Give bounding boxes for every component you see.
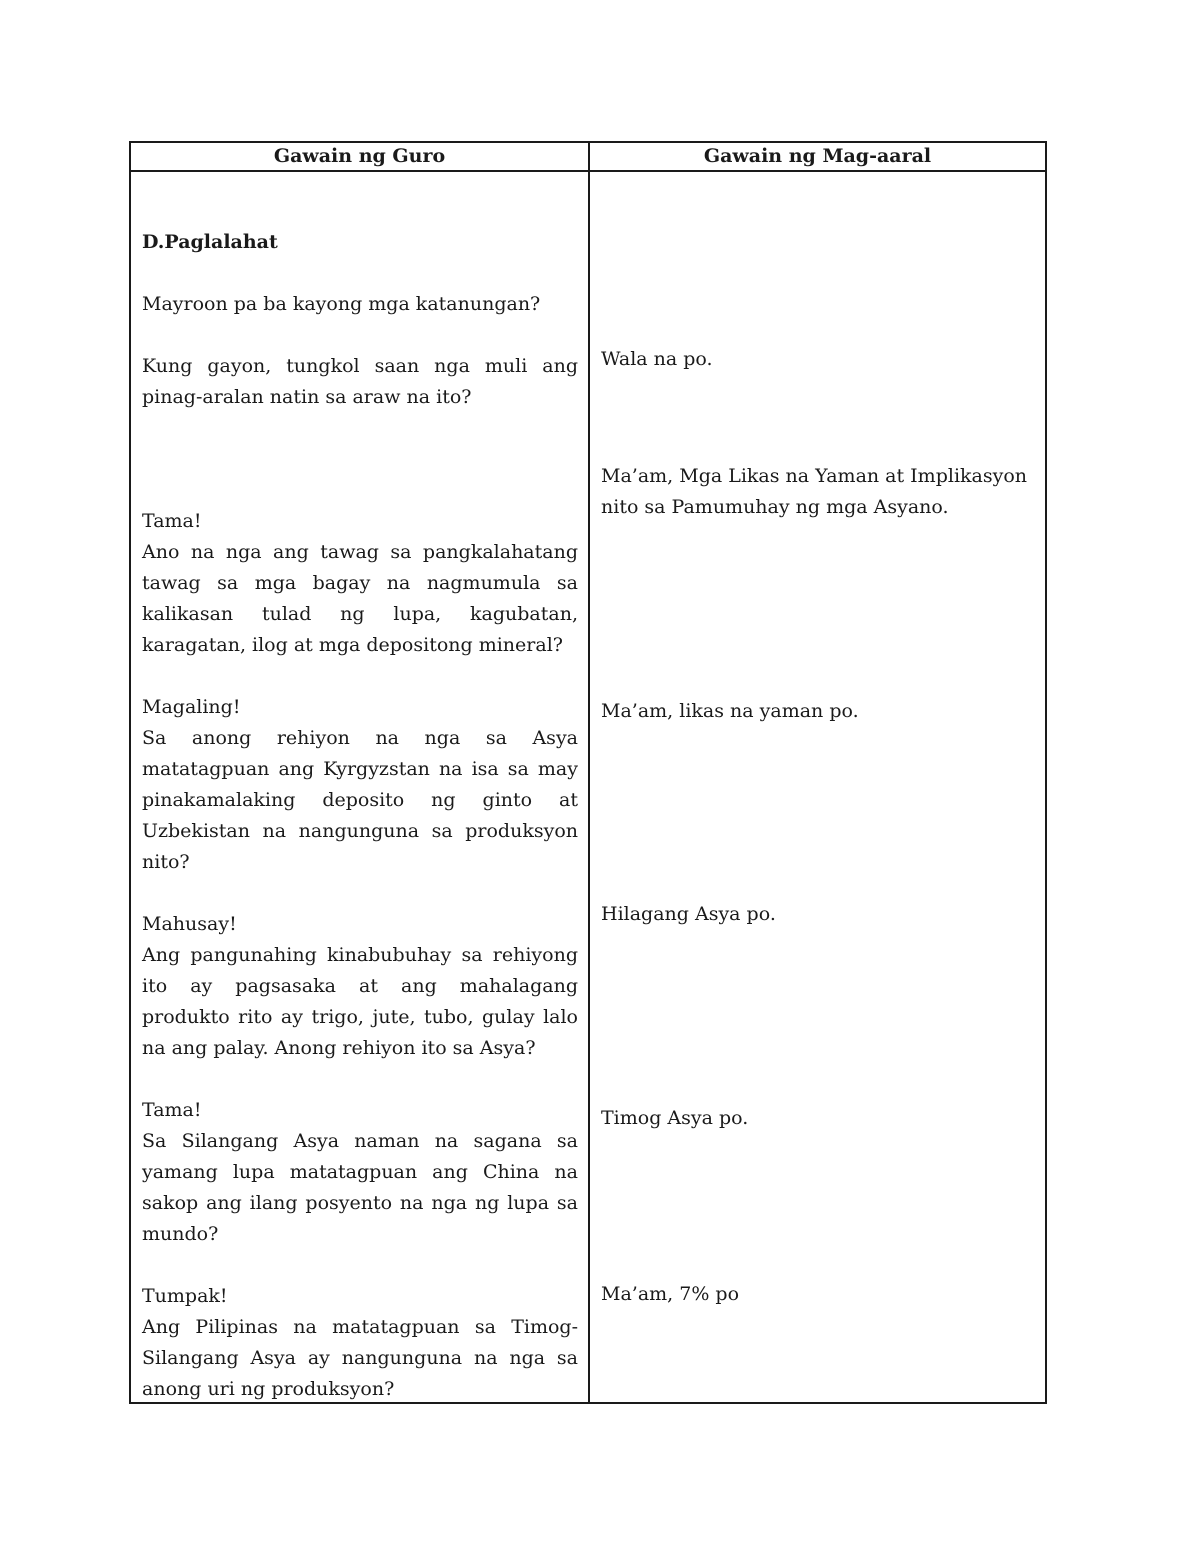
- column-divider: [588, 143, 590, 1402]
- student-answer-2: Ma’am, Mga Likas na Yaman at Implikasyon nito sa Pamumuhay ng mga Asyano.: [601, 465, 1028, 518]
- teacher-question-2: Kung gayon, tungkol saan nga muli ang pinag-aralan natin sa araw na ito?: [142, 355, 578, 408]
- teacher-praise: Magaling!: [142, 696, 241, 718]
- header-student-activity: Gawain ng Mag-aaral: [703, 145, 932, 167]
- teacher-block-6: [142, 1095, 578, 1250]
- student-answer-5: Timog Asya po.: [601, 1107, 749, 1129]
- teacher-block-4: [142, 692, 578, 878]
- teacher-praise: Tumpak!: [142, 1285, 228, 1307]
- teacher-block-7: [142, 1281, 578, 1405]
- teacher-question-7: Ang Pilipinas na matatagpuan sa Timog-Silangang Asya ay nangunguna na nga sa anong uri ng produksyon?: [142, 1316, 578, 1400]
- teacher-question-1: Mayroon pa ba kayong mga katanungan?: [142, 293, 541, 315]
- teacher-question-5: Ang pangunahing kinabubuhay sa rehiyong ito ay pagsasaka at ang mahalagang produkto rito ay trigo, jute, tubo, gulay lalo na ang palay. Anong rehiyon ito sa Asya?: [142, 944, 578, 1059]
- teacher-question-6: Sa Silangang Asya naman na sagana sa yamang lupa matatagpuan ang China na sakop ang ilang posyento na nga ng lupa sa mundo?: [142, 1130, 578, 1245]
- teacher-block-3: [142, 506, 578, 661]
- teacher-praise: Tama!: [142, 1099, 202, 1121]
- teacher-question-3: Ano na nga ang tawag sa pangkalahatang tawag sa mga bagay na nagmumula sa kalikasan tulad ng lupa, kagubatan, karagatan, ilog at mga depositong mineral?: [142, 541, 578, 656]
- student-answer-3: Ma’am, likas na yaman po.: [601, 700, 859, 722]
- teacher-question-4: Sa anong rehiyon na nga sa Asya matatagpuan ang Kyrgyzstan na isa sa may pinakamalaking deposito ng ginto at Uzbekistan na nangunguna sa produksyon nito?: [142, 727, 578, 873]
- section-title: D.Paglalahat: [142, 231, 278, 253]
- teacher-praise: Tama!: [142, 510, 202, 532]
- student-answer-6: Ma’am, 7% po: [601, 1283, 740, 1305]
- table-header-row: [131, 143, 1045, 172]
- teacher-praise: Mahusay!: [142, 913, 237, 935]
- student-answer-1: Wala na po.: [601, 348, 713, 370]
- student-answer-4: Hilagang Asya po.: [601, 903, 776, 925]
- header-teacher-activity: Gawain ng Guro: [273, 145, 446, 167]
- lesson-table: [129, 141, 1047, 1404]
- teacher-block-5: [142, 909, 578, 1064]
